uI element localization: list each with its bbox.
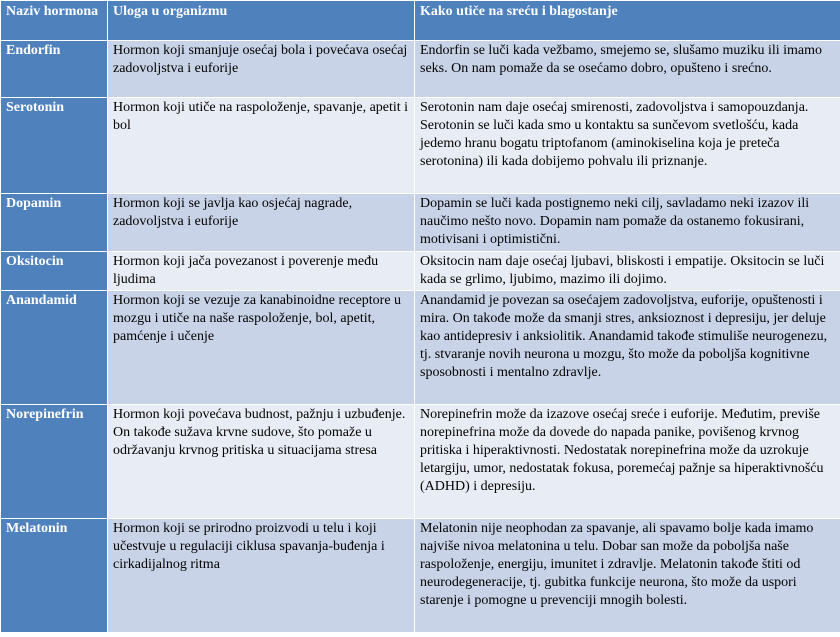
table-header-row [1, 1, 840, 41]
hormone-name: Melatonin [1, 519, 108, 633]
table-row [1, 194, 840, 252]
table-row [1, 98, 840, 194]
hormone-name: Norepinefrin [1, 405, 108, 519]
hormone-name: Endorfin [1, 41, 108, 98]
hormone-effect: Melatonin nije neophodan za spavanje, ali spavamo bolje kada imamo najviše nivoa melatonina u telu. Dobar san može da poboljša naše raspoloženje, energiju, imunitet i zdravlje. Melatonin takođe štiti od neurodegeneracije, tj. gubitka funkcije neurona, što može da uspori starenje i pomogne u prevenciji mnogih bolesti. [415, 519, 840, 633]
table-row [1, 252, 840, 291]
hormone-role: Hormon koji povećava budnost, pažnju i uzbuđenje. On takođe sužava krvne sudove, što pomaže u održavanju krvnog pritiska u situacijama stresa [108, 405, 415, 519]
hormone-name: Anandamid [1, 291, 108, 405]
hormone-effect: Oksitocin nam daje osećaj ljubavi, bliskosti i empatije. Oksitocin se luči kada se grlimo, ljubimo, mazimo ili dojimo. [415, 252, 840, 291]
hormone-role: Hormon koji utiče na raspoloženje, spavanje, apetit i bol [108, 98, 415, 194]
hormone-effect: Endorfin se luči kada vežbamo, smejemo se, slušamo muziku ili imamo seks. On nam pomaže da se osećamo dobro, opušteno i srećno. [415, 41, 840, 98]
header-role: Uloga u organizmu [108, 1, 415, 41]
header-hormone-name: Naziv hormona [1, 1, 108, 41]
hormone-effect: Anandamid je povezan sa osećajem zadovoljstva, euforije, opuštenosti i mira. On takođe može da smanji stres, anksioznost i depresiju, jer deluje kao antidepresiv i anksiolitik. Anandamid takođe stimuliše neurogenezu, tj. stvaranje novih neurona u mozgu, što može da poboljša kognitivne sposobnosti i mentalno zdravlje. [415, 291, 840, 405]
table-row [1, 519, 840, 633]
table-row [1, 41, 840, 98]
table-row [1, 291, 840, 405]
hormone-name: Dopamin [1, 194, 108, 252]
header-effect: Kako utiče na sreću i blagostanje [415, 1, 840, 41]
hormone-role: Hormon koji se javlja kao osjećaj nagrade, zadovoljstva i euforije [108, 194, 415, 252]
hormone-role: Hormon koji smanjuje osećaj bola i povećava osećaj zadovoljstva i euforije [108, 41, 415, 98]
hormone-role: Hormon koji jača povezanost i poverenje među ljudima [108, 252, 415, 291]
hormone-role: Hormon koji se prirodno proizvodi u telu i koji učestvuje u regulaciji ciklusa spavanja-buđenja i cirkadijalnog ritma [108, 519, 415, 633]
hormone-effect: Norepinefrin može da izazove osećaj sreće i euforije. Međutim, previše norepinefrina može da dovede do napada panike, povišenog krvnog pritiska i hiperaktivnosti. Nedostatak norepinefrina može da uzrokuje letargiju, umor, nedostatak fokusa, poremećaj pažnje sa hiperaktivnošću (ADHD) i depresiju. [415, 405, 840, 519]
hormone-effect: Serotonin nam daje osećaj smirenosti, zadovoljstva i samopouzdanja. Serotonin se luči kada smo u kontaktu sa sunčevom svetlošću, kada jedemo hranu bogatu triptofanom (aminokiselina koja je preteča serotonina) ili kada dobijemo pohvalu ili priznanje. [415, 98, 840, 194]
hormone-role: Hormon koji se vezuje za kanabinoidne receptore u mozgu i utiče na naše raspoloženje, bol, apetit, pamćenje i učenje [108, 291, 415, 405]
hormone-name: Serotonin [1, 98, 108, 194]
hormone-effect: Dopamin se luči kada postignemo neki cilj, savladamo neki izazov ili naučimo nešto novo. Dopamin nam pomaže da ostanemo fokusirani, motivisani i optimistični. [415, 194, 840, 252]
hormone-name: Oksitocin [1, 252, 108, 291]
table-row [1, 405, 840, 519]
